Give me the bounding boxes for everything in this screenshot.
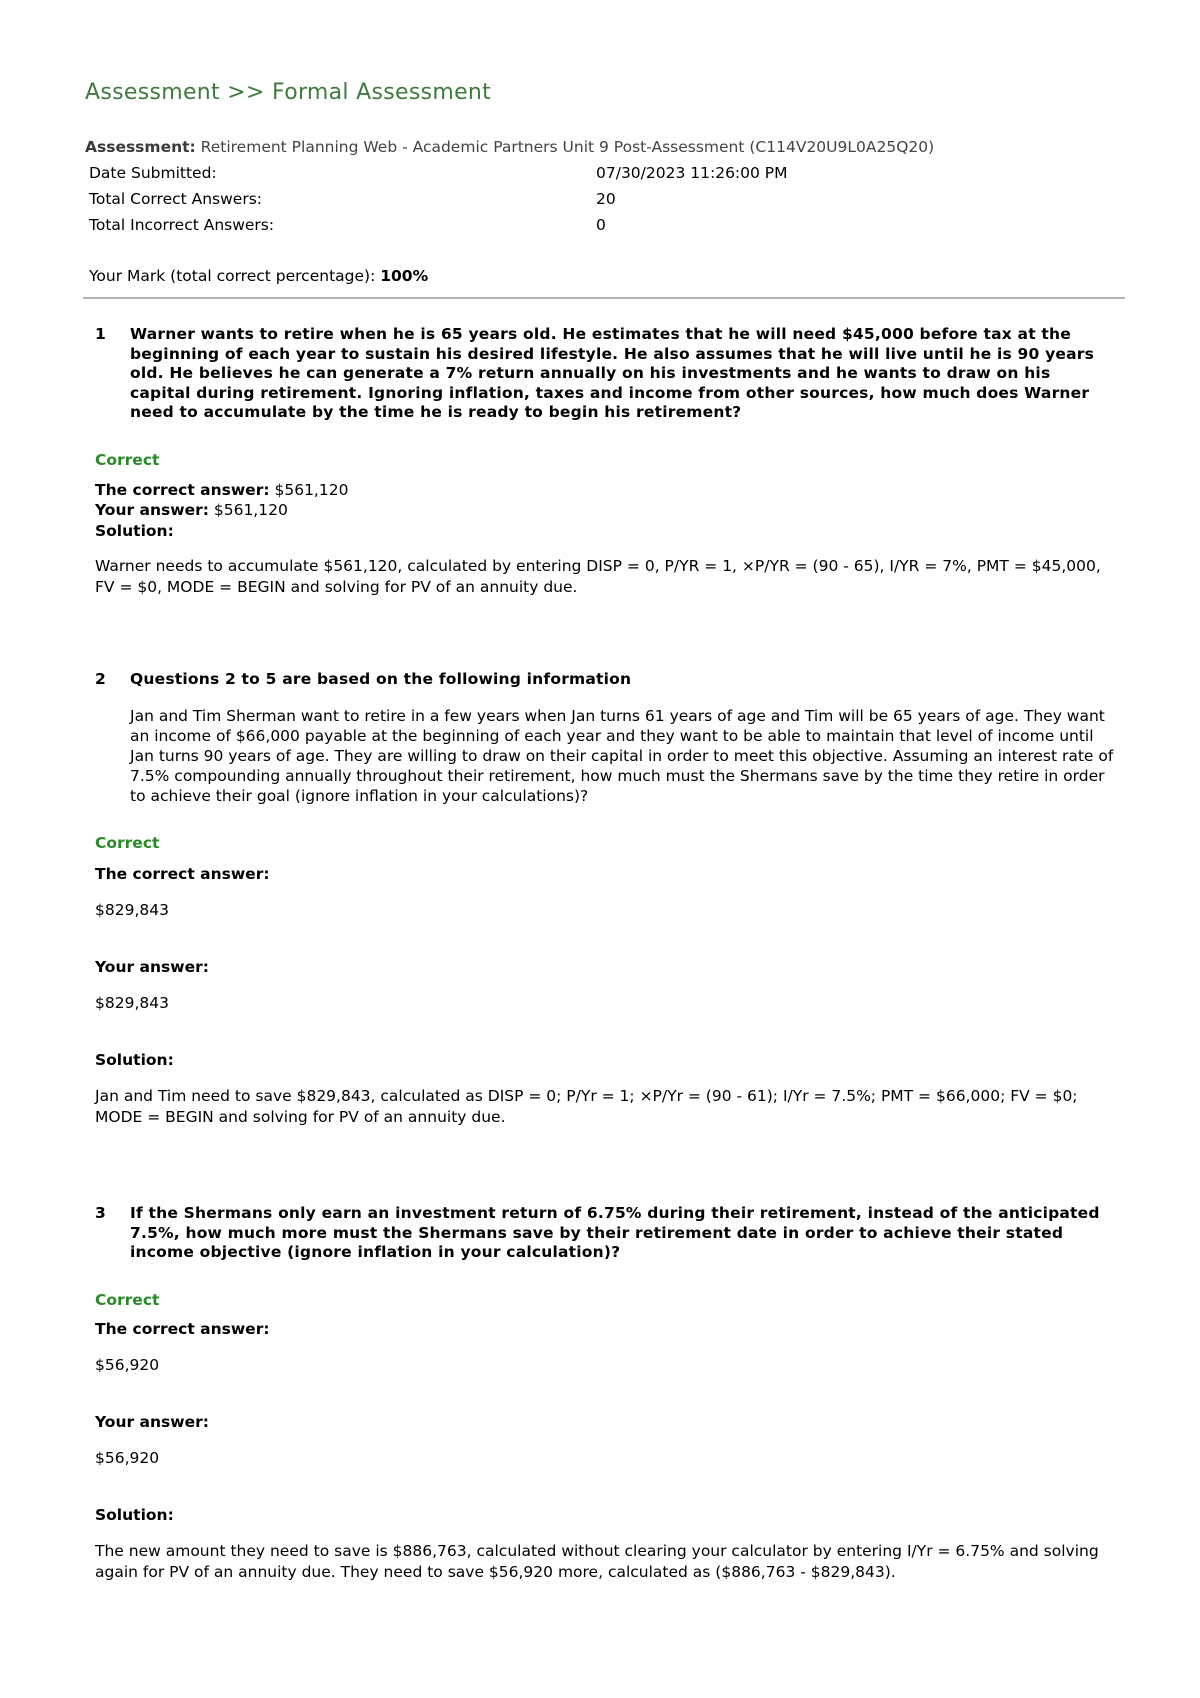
summary-table (89, 164, 989, 242)
solution-label: Solution: (95, 521, 174, 540)
date-submitted-label: Date Submitted: (89, 164, 217, 182)
your-answer-value: $829,843 (95, 994, 169, 1012)
question-1 (95, 325, 1115, 597)
total-incorrect-value: 0 (596, 216, 606, 234)
status-badge: Correct (95, 1290, 160, 1309)
assessment-name: Retirement Planning Web - Academic Partners Unit 9 Post-Assessment (C114V20U9L0A25Q20) (200, 138, 935, 156)
question-3 (95, 1204, 1115, 1582)
correct-answer-label: The correct answer: (95, 480, 270, 499)
question-number: 1 (95, 325, 106, 343)
your-answer-value: $56,920 (95, 1449, 160, 1467)
correct-answer-label: The correct answer: (95, 864, 270, 883)
your-answer-label: Your answer: (95, 957, 209, 976)
date-submitted-value: 07/30/2023 11:26:00 PM (596, 164, 788, 182)
solution-text: Warner needs to accumulate $561,120, calculated by entering DISP = 0, P/YR = 1, ×P/YR = (90 - 65), I/YR = 7%, PMT = $45,000, FV = $0, MODE = BEGIN and solving for PV of an annuity due. (95, 557, 1101, 596)
correct-answer-value: $561,120 (274, 480, 349, 499)
correct-answer-label: The correct answer: (95, 1319, 270, 1338)
assessment-label: Assessment: (85, 138, 196, 156)
total-incorrect-label: Total Incorrect Answers: (89, 216, 275, 234)
question-number: 3 (95, 1204, 106, 1222)
status-badge: Correct (95, 833, 160, 852)
solution-text: Jan and Tim need to save $829,843, calculated as DISP = 0; P/Yr = 1; ×P/Yr = (90 - 61); I/Yr = 7.5%; PMT = $66,000; FV = $0; MODE = BEGIN and solving for PV of an annuity due. (95, 1087, 1078, 1126)
your-answer-label: Your answer: (95, 501, 209, 519)
solution-label: Solution: (95, 1050, 174, 1069)
your-answer-label: Your answer: (95, 1412, 209, 1431)
breadcrumb: Assessment >> Formal Assessment (85, 80, 492, 105)
total-correct-label: Total Correct Answers: (89, 190, 263, 208)
table-row (89, 216, 989, 242)
divider (83, 297, 1125, 299)
correct-answer-value: $56,920 (95, 1356, 160, 1374)
status-badge: Correct (95, 450, 160, 469)
question-number: 2 (95, 670, 106, 688)
total-correct-value: 20 (596, 190, 616, 208)
solution-label: Solution: (95, 1505, 174, 1524)
question-text: If the Shermans only earn an investment return of 6.75% during their retirement, instead of the anticipated 7.5%, how much more must the Shermans save by their retirement date in order to achieve their stated income objective (ignore inflation in your calculation)? (130, 1204, 1100, 1261)
table-row (89, 190, 989, 216)
mark-label: Your Mark (total correct percentage): (89, 267, 376, 285)
question-text: Questions 2 to 5 are based on the following information (130, 670, 632, 688)
assessment-title (85, 138, 934, 156)
question-2 (95, 670, 1115, 1127)
your-mark (89, 267, 428, 285)
solution-text: The new amount they need to save is $886,763, calculated without clearing your calculator by entering I/Yr = 6.75% and solving again for PV of an annuity due. They need to save $56,920 more, calculated as ($886,763 - $829,843). (95, 1542, 1099, 1581)
mark-value: 100% (380, 267, 429, 285)
your-answer-value: $561,120 (213, 501, 288, 519)
question-info: Jan and Tim Sherman want to retire in a few years when Jan turns 61 years of age and Tim will be 65 years of age. They want an income of $66,000 payable at the beginning of each year and they want to be able to maintain that level of income until Jan turns 90 years of age. They are willing to draw on their capital in order to meet this objective. Assuming an interest rate of 7.5% compounding annually throughout their retirement, how much must the Shermans save by the time they retire in order to achieve their goal (ignore inflation in your calculations)? (130, 706, 1114, 805)
table-row (89, 164, 989, 190)
question-text: Warner wants to retire when he is 65 years old. He estimates that he will need $45,000 before tax at the beginning of each year to sustain his desired lifestyle. He also assumes that he will live until he is 90 years old. He believes he can generate a 7% return annually on his investments and he wants to draw on his capital during retirement. Ignoring inflation, taxes and income from other sources, how much does Warner need to accumulate by the time he is ready to begin his retirement? (130, 325, 1095, 421)
correct-answer-value: $829,843 (95, 901, 169, 919)
